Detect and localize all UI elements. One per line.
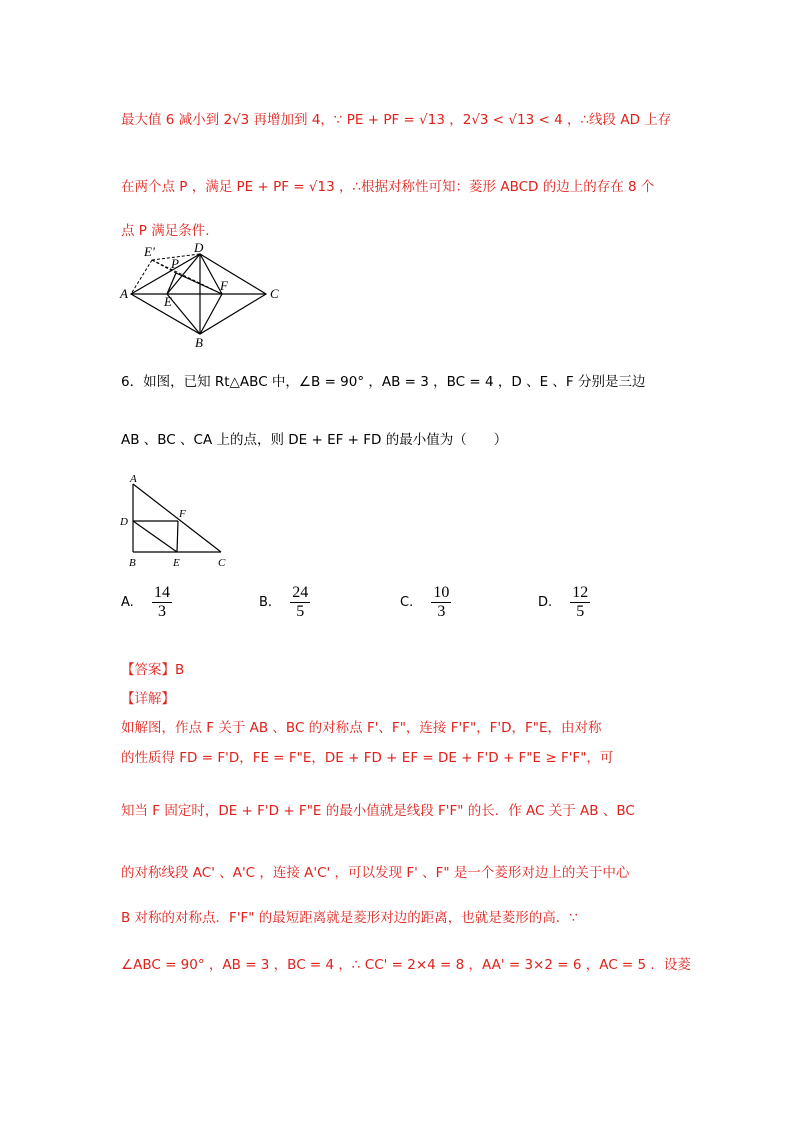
- answer-line: 【答案】B: [121, 662, 185, 678]
- label-p: P: [171, 256, 179, 271]
- tri-label-f: F: [179, 508, 186, 520]
- option-b[interactable]: [259, 584, 310, 621]
- detail-line-6: ∠ABC = 90° ，AB = 3 ，BC = 4 ，∴ CC' = 2×4 = 8 ，AA' = 3×2 = 6 ，AC = 5 ．设菱: [121, 957, 691, 973]
- detail-line-2: 的性质得 FD = F'D，FE = F"E，DE + FD + EF = DE + F'D + F"E ≥ F'F"，可: [121, 750, 614, 766]
- label-a: A: [120, 286, 128, 301]
- label-d: D: [194, 240, 204, 255]
- label-e-prime: E': [144, 244, 155, 259]
- option-d-fraction: $\frac{12}{5}$: [572, 584, 589, 620]
- tri-label-a: A: [130, 473, 137, 485]
- label-c: C: [270, 286, 279, 301]
- tri-label-c: C: [218, 557, 226, 569]
- triangle-figure: [115, 472, 230, 572]
- detail-line-1: 如解图，作点 F 关于 AB 、BC 的对称点 F'、F"，连接 F'F"，F'D，F"E，由对称: [121, 720, 602, 736]
- explanation-continued-line-2: 在两个点 P ，满足 PE + PF = √13 ，∴根据对称性可知：菱形 ABCD 的边上的存在 8 个: [121, 179, 655, 195]
- option-d-label: D.: [538, 595, 553, 610]
- option-a[interactable]: [121, 584, 172, 621]
- option-a-label: A.: [121, 595, 134, 610]
- question-line-2: AB 、BC 、CA 上的点，则 DE + EF + FD 的最小值为（ ）: [121, 432, 508, 448]
- option-c-fraction: $\frac{10}{3}$: [433, 584, 450, 620]
- detail-line-5: B 对称的对称点．F'F" 的最短距离就是菱形对边的距离，也就是菱形的高．∵: [121, 910, 578, 926]
- detail-heading: 【详解】: [121, 691, 175, 707]
- option-a-fraction: $\frac{14}{3}$: [153, 584, 170, 620]
- option-c[interactable]: [400, 584, 451, 621]
- detail-line-4: 的对称线段 AC' 、A'C ，连接 A'C' ，可以发现 F' 、F" 是一个菱形对边上的关于中心: [121, 865, 630, 881]
- label-e: E: [164, 294, 172, 309]
- explanation-continued-line-3: 点 P 满足条件.: [121, 223, 210, 239]
- option-b-label: B.: [259, 595, 273, 610]
- question-line-1: 6．如图，已知 Rt△ABC 中，∠B = 90° ，AB = 3 ，BC = 4 ，D 、E 、F 分别是三边: [121, 374, 646, 390]
- option-b-fraction: $\frac{24}{5}$: [292, 584, 309, 620]
- option-c-label: C.: [400, 595, 414, 610]
- label-f: F: [220, 278, 228, 293]
- tri-label-d: D: [120, 516, 128, 528]
- tri-label-b: B: [129, 557, 136, 569]
- label-b: B: [195, 335, 203, 350]
- rhombus-figure: [118, 240, 288, 350]
- option-d[interactable]: [538, 584, 590, 621]
- explanation-continued-line-1: 最大值 6 减小到 2√3 再增加到 4，∵ PE + PF = √13 ，2√3 < √13 < 4 ，∴线段 AD 上存: [121, 112, 672, 128]
- detail-line-3: 知当 F 固定时，DE + F'D + F"E 的最小值就是线段 F'F" 的长．作 AC 关于 AB 、BC: [121, 803, 635, 819]
- tri-label-e: E: [173, 557, 180, 569]
